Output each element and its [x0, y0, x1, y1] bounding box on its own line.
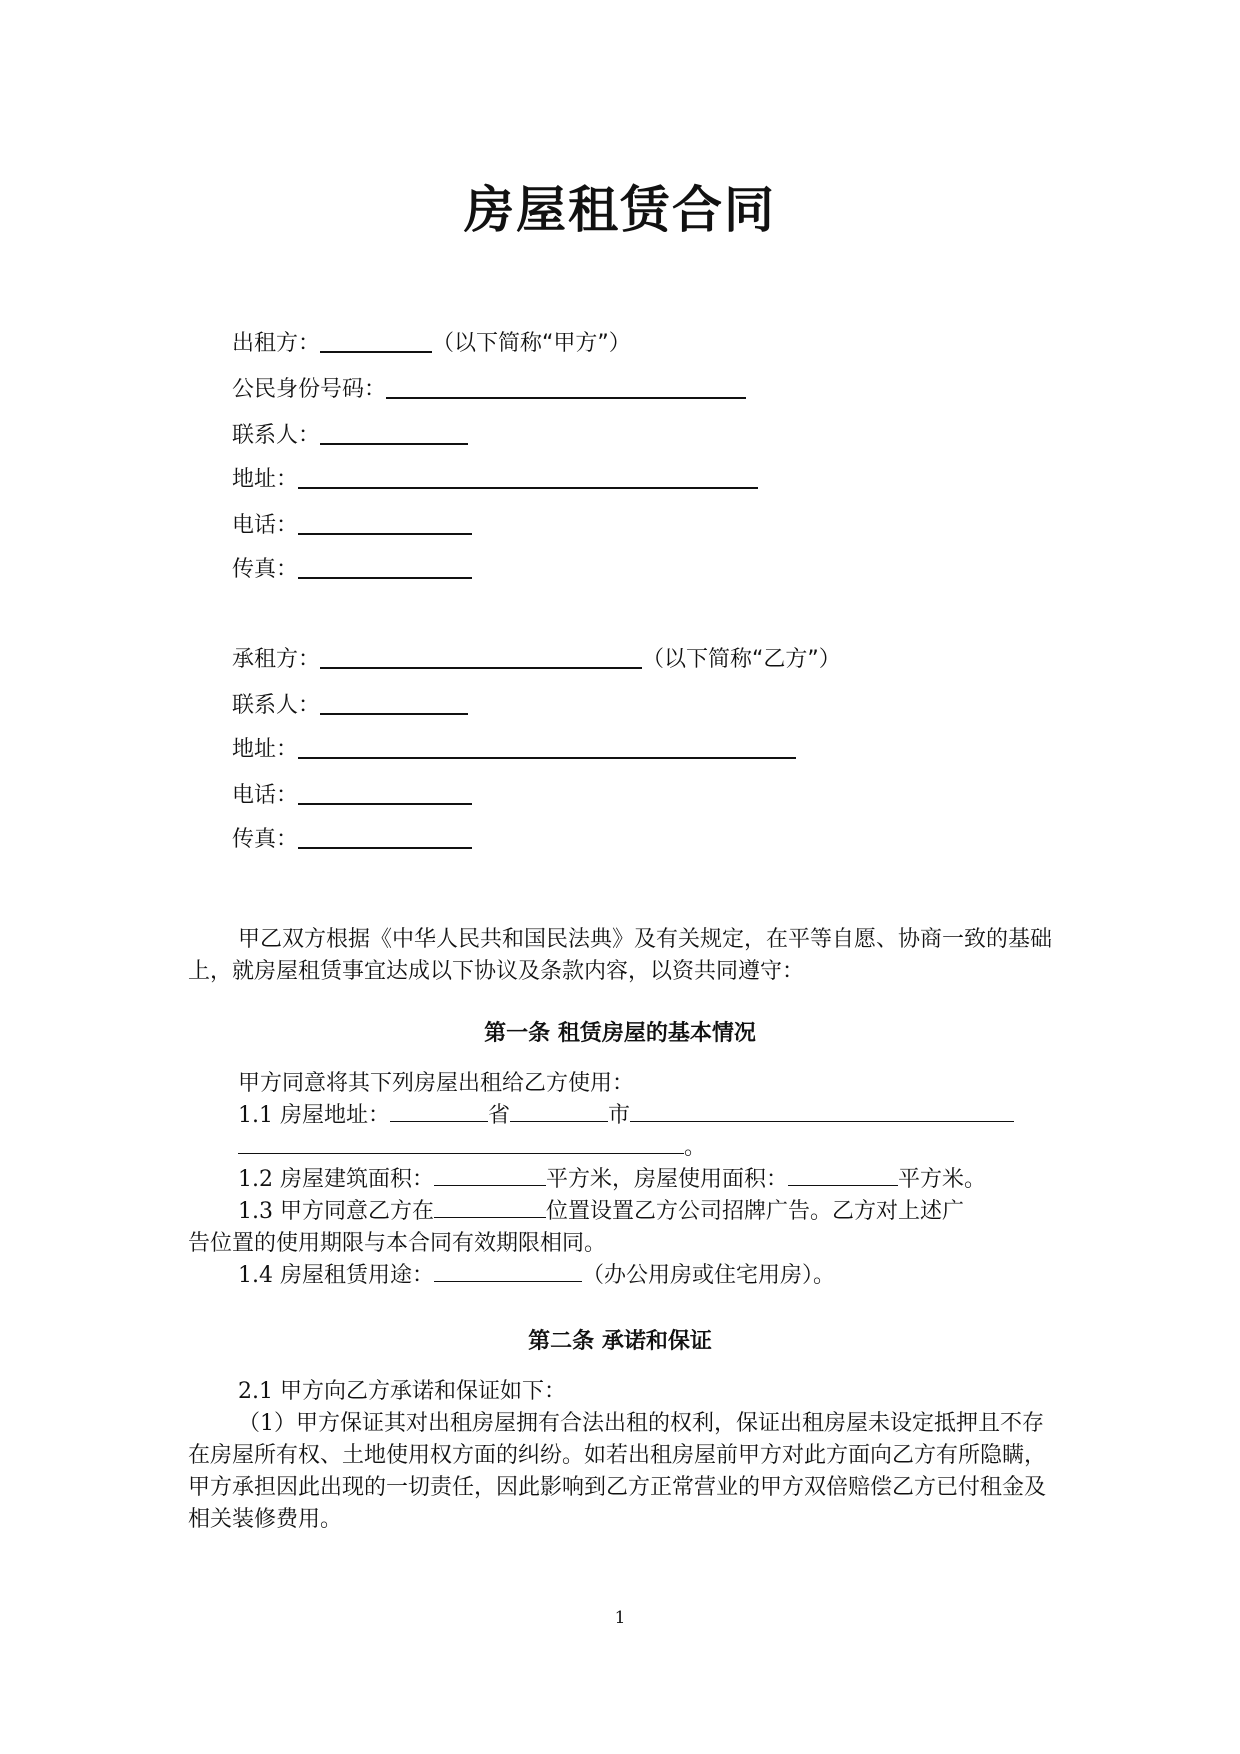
lessee-fax-blank[interactable] [298, 825, 472, 849]
city-blank[interactable] [510, 1101, 608, 1122]
article-1-heading: 第一条 租赁房屋的基本情况 [484, 1021, 756, 1046]
article-2-heading: 第二条 承诺和保证 [528, 1329, 712, 1354]
lease-purpose-blank[interactable] [434, 1261, 582, 1282]
lessor-phone-field [232, 508, 472, 542]
item-1-4-label: 1.4 房屋租赁用途： [238, 1263, 434, 1288]
lessor-address-field [232, 462, 758, 496]
article-1-item-3 [238, 1196, 964, 1228]
article-1-item-3-cont: 告位置的使用期限与本合同有效期限相同。 [188, 1231, 607, 1256]
lessor-name-field [232, 326, 631, 360]
lessee-phone-field [232, 778, 472, 812]
item-1-1-end: 。 [684, 1135, 707, 1160]
lessor-fax-blank[interactable] [298, 555, 472, 579]
item-1-3-rest: 位置设置乙方公司招牌广告。乙方对上述广 [545, 1199, 964, 1224]
building-area-blank[interactable] [434, 1165, 546, 1186]
lessee-phone-blank[interactable] [298, 781, 472, 805]
lessor-contact-blank[interactable] [320, 421, 468, 445]
article-1-item-1 [238, 1100, 1014, 1132]
item-1-1-label: 1.1 房屋地址： [238, 1103, 390, 1128]
city-label: 市 [608, 1103, 631, 1128]
item-1-3-label: 1.3 甲方同意乙方在 [238, 1199, 434, 1224]
address-detail-blank-2[interactable] [238, 1133, 684, 1154]
lessor-id-label: 公民身份号码： [232, 377, 387, 402]
lessee-fax-field [232, 822, 472, 856]
lessor-phone-label: 电话： [232, 513, 299, 538]
lessee-name-label: 承租方： [232, 647, 321, 672]
page-number: 1 [614, 1608, 626, 1628]
lessor-phone-blank[interactable] [298, 511, 472, 535]
lessee-address-label: 地址： [232, 737, 299, 762]
lessor-name-blank[interactable] [320, 329, 432, 353]
item-1-2-mid: 平方米，房屋使用面积： [545, 1167, 788, 1192]
lessor-name-label: 出租方： [232, 331, 321, 356]
item-1-2-end: 平方米。 [898, 1167, 987, 1192]
lessor-contact-field [232, 418, 468, 452]
lessee-contact-blank[interactable] [320, 691, 468, 715]
article-2-item-1: 2.1 甲方向乙方承诺和保证如下： [238, 1379, 566, 1404]
article-1-item-1-cont [238, 1132, 706, 1164]
lessee-fax-label: 传真： [232, 827, 299, 852]
lessor-fax-field [232, 552, 472, 586]
lessor-address-label: 地址： [232, 467, 299, 492]
lessor-name-suffix: （以下简称“甲方”） [432, 331, 631, 356]
item-1-4-end: （办公用房或住宅用房）。 [581, 1263, 835, 1288]
signboard-position-blank[interactable] [434, 1197, 546, 1218]
lessee-contact-label: 联系人： [232, 693, 321, 718]
province-label: 省 [487, 1103, 510, 1128]
lessee-phone-label: 电话： [232, 783, 299, 808]
article-1-item-2 [238, 1164, 986, 1196]
lessor-id-field [232, 372, 746, 406]
province-blank[interactable] [390, 1101, 488, 1122]
article-2-clause-1: （1）甲方保证其对出租房屋拥有合法出租的权利，保证出租房屋未设定抵押且不存在房屋所有权、土地使用权方面的纠纷。如若出租房屋前甲方对此方面向乙方有所隐瞒，甲方承担因此出现的一切责任，因此影响到乙方正常营业的甲方双倍赔偿乙方已付租金及相关装修费用。 [188, 1411, 1047, 1532]
intro-paragraph: 甲乙双方根据《中华人民共和国民法典》及有关规定，在平等自愿、协商一致的基础上，就房屋租赁事宜达成以下协议及条款内容，以资共同遵守： [188, 927, 1053, 984]
article-1-lead: 甲方同意将其下列房屋出租给乙方使用： [238, 1071, 635, 1096]
document-title: 房屋租赁合同 [464, 181, 776, 239]
lessee-name-field [232, 642, 841, 676]
lessee-name-blank[interactable] [320, 645, 642, 669]
lessee-address-field [232, 732, 796, 766]
address-detail-blank[interactable] [630, 1101, 1014, 1122]
lessor-address-blank[interactable] [298, 465, 758, 489]
lessee-address-blank[interactable] [298, 735, 796, 759]
article-1-item-4 [238, 1260, 835, 1292]
usable-area-blank[interactable] [788, 1165, 898, 1186]
lessor-contact-label: 联系人： [232, 423, 321, 448]
lessee-contact-field [232, 688, 468, 722]
item-1-2-label: 1.2 房屋建筑面积： [238, 1167, 434, 1192]
lessor-fax-label: 传真： [232, 557, 299, 582]
lessee-name-suffix: （以下简称“乙方”） [642, 647, 841, 672]
lessor-id-blank[interactable] [386, 375, 746, 399]
